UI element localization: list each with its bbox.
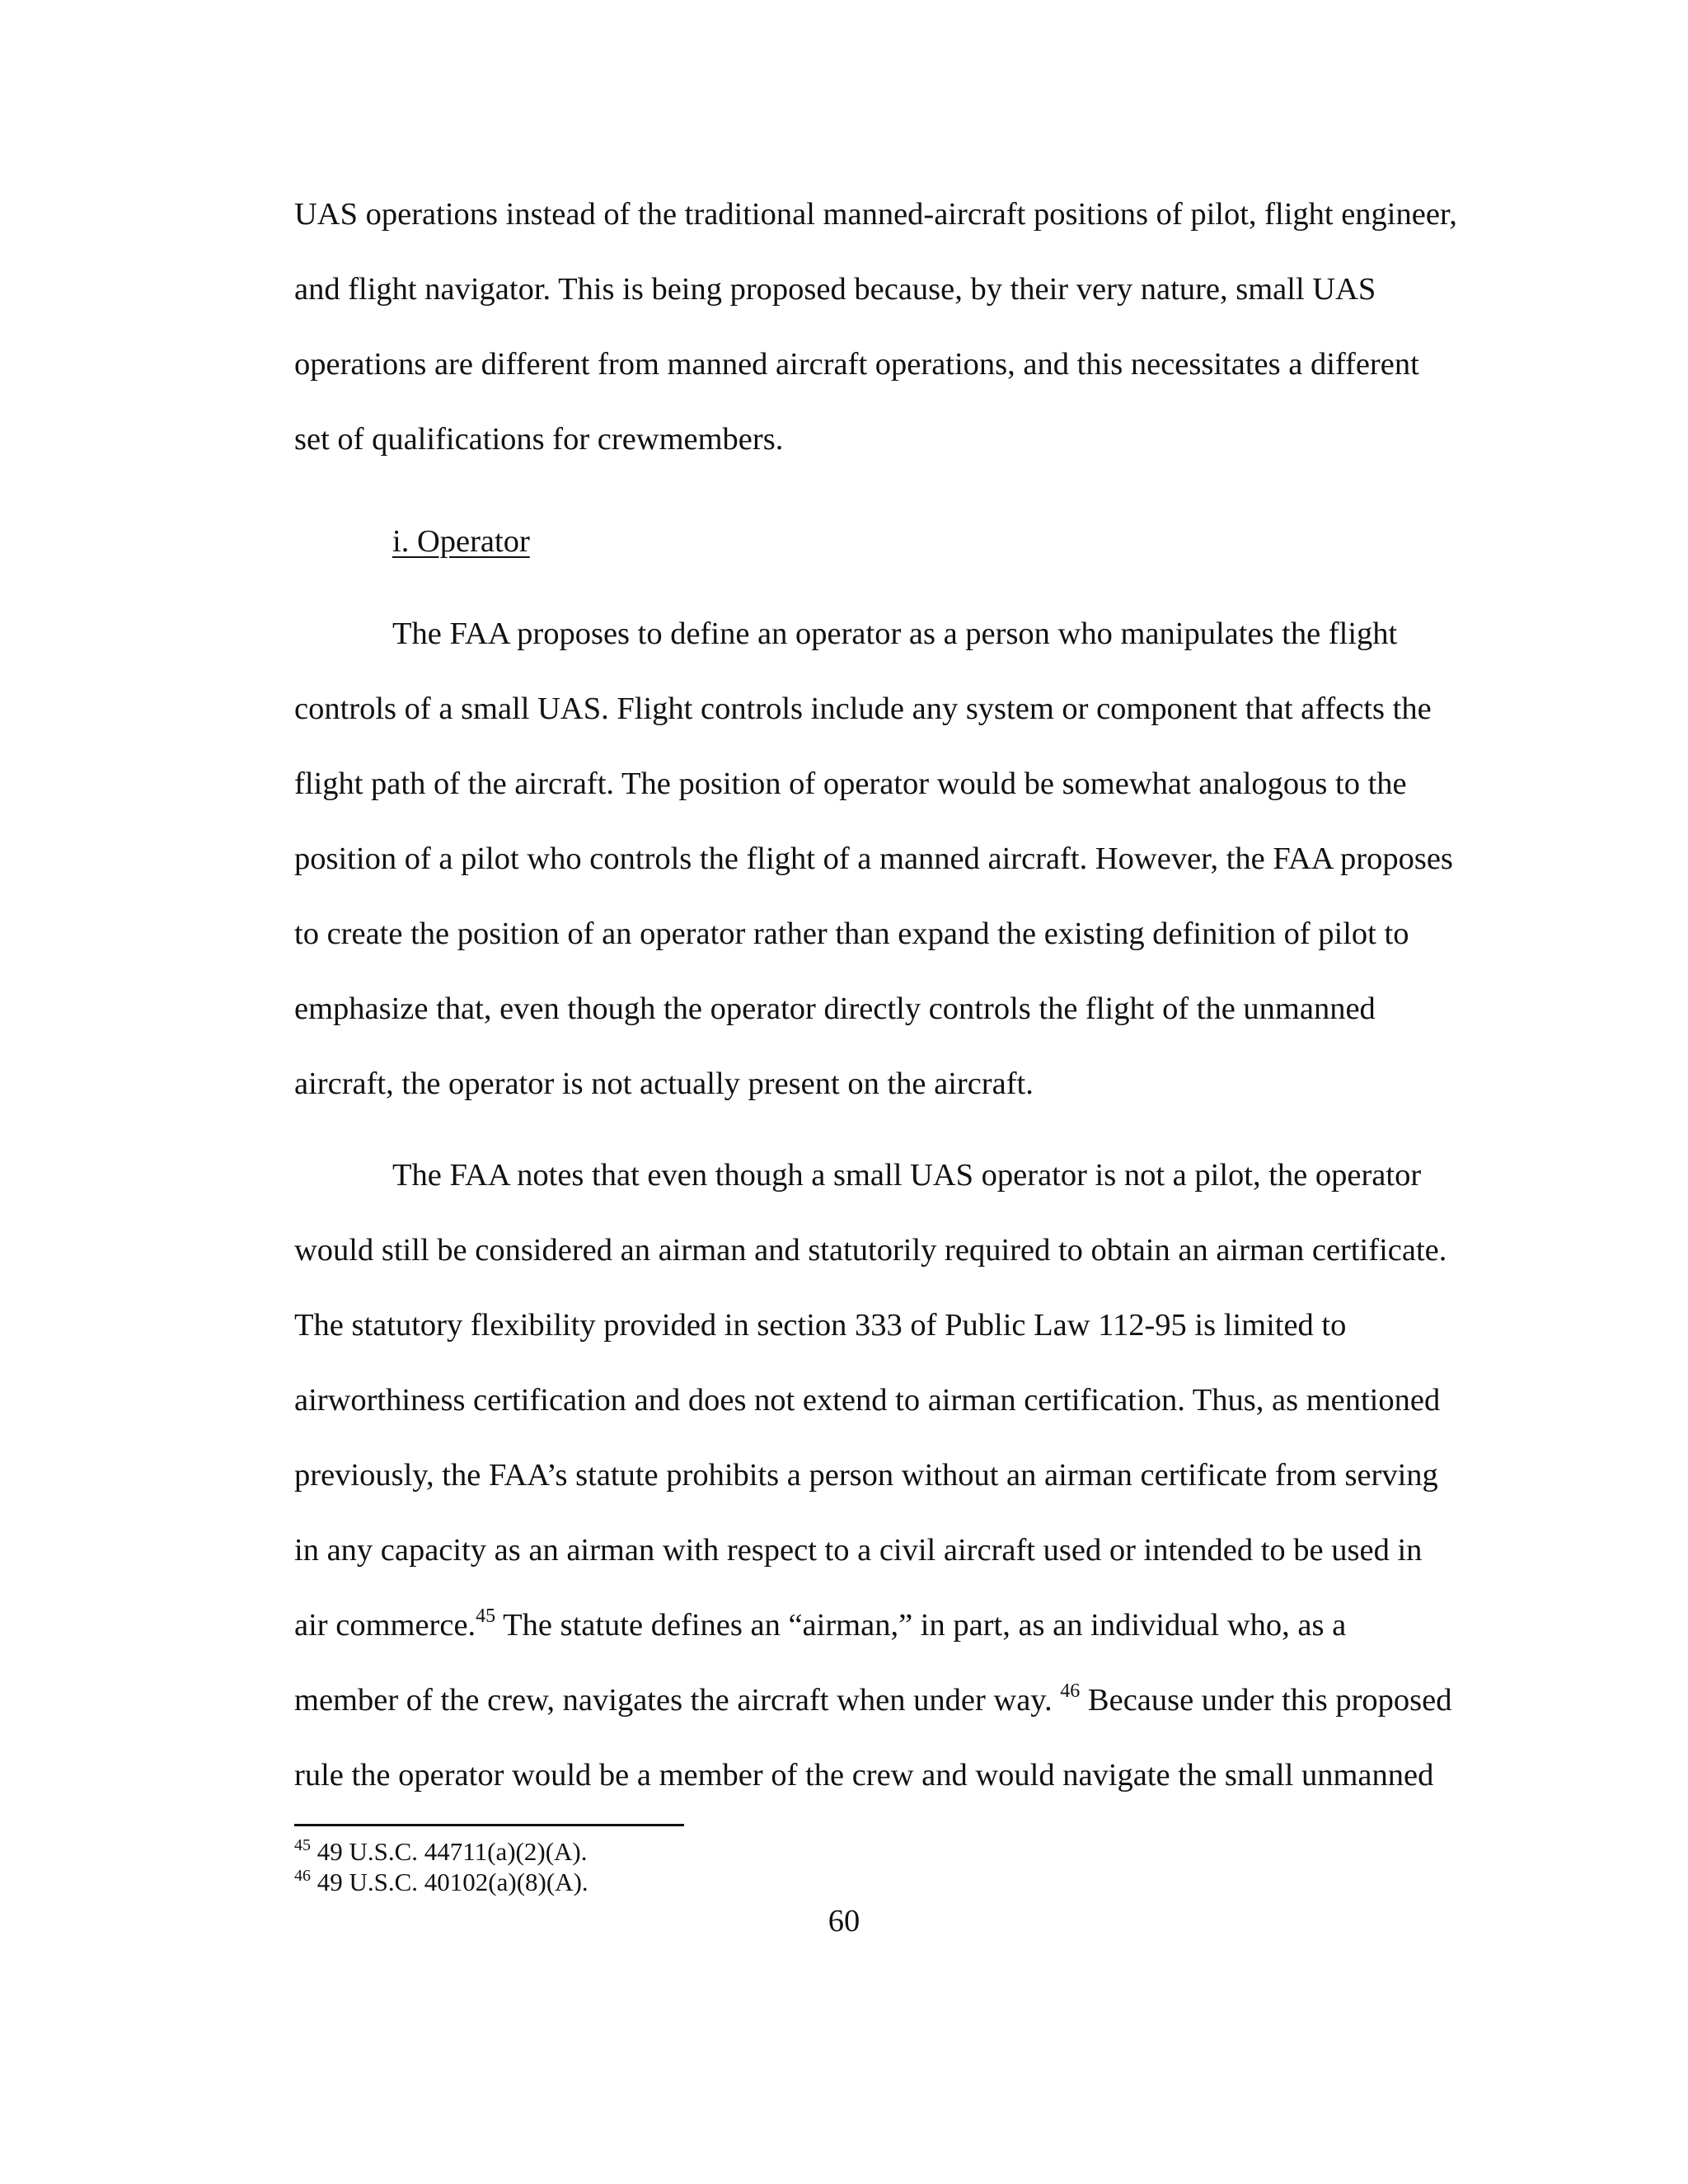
paragraph-2-line-4: position of a pilot who controls the flight of a manned aircraft. However, the FAA proposes	[294, 841, 1453, 876]
paragraph-3-line-2: would still be considered an airman and statutorily required to obtain an airman certificate.	[294, 1233, 1447, 1268]
paragraph-2-line-2: controls of a small UAS. Flight controls include any system or component that affects the	[294, 691, 1432, 726]
paragraph-1-line-4: set of qualifications for crewmembers.	[294, 422, 784, 457]
footnote-text: 49 U.S.C. 44711(a)(2)(A).	[311, 1837, 588, 1866]
footnote-45	[294, 1837, 588, 1867]
paragraph-3-line-3: The statutory flexibility provided in section 333 of Public Law 112-95 is limited to	[294, 1308, 1347, 1343]
paragraph-3-line-5: previously, the FAA’s statute prohibits a person without an airman certificate from serving	[294, 1458, 1438, 1493]
paragraph-3-line-8	[294, 1682, 1452, 1718]
paragraph-3-line-1: The FAA notes that even though a small UAS operator is not a pilot, the operator	[392, 1158, 1422, 1193]
section-heading: i. Operator	[392, 524, 530, 559]
paragraph-2-line-1: The FAA proposes to define an operator as a person who manipulates the flight	[392, 616, 1398, 651]
footnote-ref-45: 45	[476, 1605, 496, 1627]
paragraph-3-line-6: in any capacity as an airman with respect to a civil aircraft used or intended to be used in	[294, 1533, 1423, 1568]
footnote-ref-46: 46	[1060, 1680, 1081, 1702]
footnote-number: 45	[294, 1836, 311, 1854]
paragraph-2-line-3: flight path of the aircraft. The position of operator would be somewhat analogous to the	[294, 766, 1407, 801]
paragraph-2-line-7: aircraft, the operator is not actually present on the aircraft.	[294, 1066, 1034, 1101]
paragraph-1-line-2: and flight navigator. This is being proposed because, by their very nature, small UAS	[294, 272, 1376, 307]
footnote-separator	[294, 1824, 684, 1826]
paragraph-2-line-6: emphasize that, even though the operator directly controls the flight of the unmanned	[294, 991, 1376, 1026]
line-7-text-before: air commerce.	[294, 1608, 476, 1643]
line-8-text-after: Because under this proposed	[1080, 1683, 1452, 1718]
page-number: 60	[828, 1904, 860, 1938]
paragraph-3-line-9: rule the operator would be a member of the crew and would navigate the small unmanned	[294, 1758, 1434, 1793]
paragraph-1-line-1: UAS operations instead of the traditional manned-aircraft positions of pilot, flight engineer,	[294, 197, 1457, 232]
line-8-text-before: member of the crew, navigates the aircraft when under way.	[294, 1683, 1061, 1718]
paragraph-3-line-7	[294, 1607, 1346, 1643]
paragraph-3-line-4: airworthiness certification and does not extend to airman certification. Thus, as mentioned	[294, 1383, 1441, 1418]
line-7-text-after: The statute defines an “airman,” in part, as an individual who, as a	[495, 1608, 1347, 1643]
paragraph-2-line-5: to create the position of an operator rather than expand the existing definition of pilot to	[294, 916, 1409, 951]
footnote-46	[294, 1868, 588, 1897]
paragraph-1-line-3: operations are different from manned aircraft operations, and this necessitates a different	[294, 347, 1419, 382]
footnote-text: 49 U.S.C. 40102(a)(8)(A).	[311, 1868, 588, 1896]
footnote-number: 46	[294, 1867, 311, 1885]
